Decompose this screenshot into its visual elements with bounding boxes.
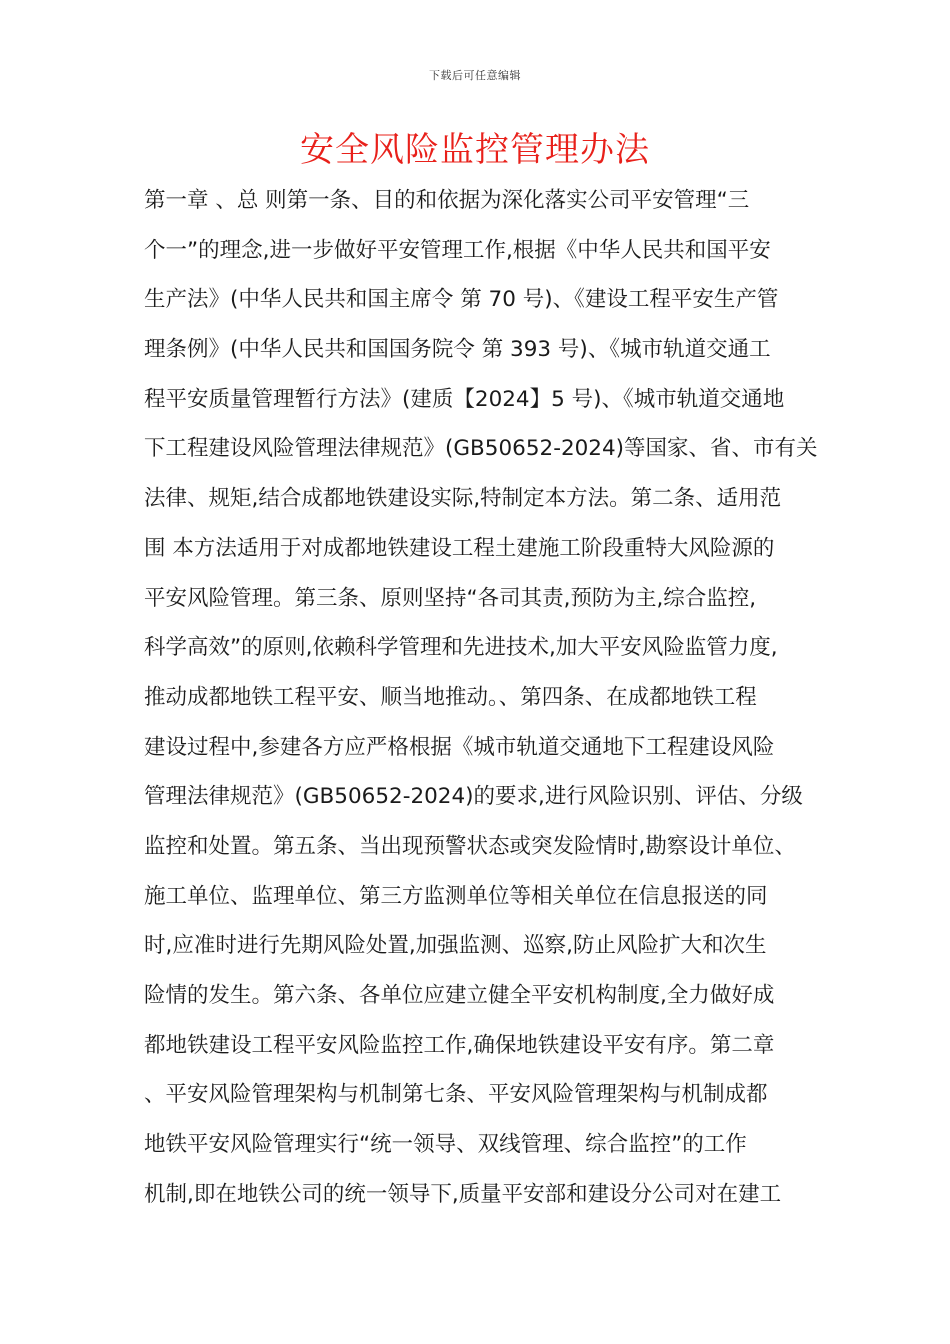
body-line: 管理法律规范》(GB50652-2024)的要求,进行风险识别、评估、分级 [144, 784, 803, 810]
document-title: 安全风险监控管理办法 [300, 130, 650, 170]
body-line: 监控和处置。第五条、当出现预警状态或突发险情时,勘察设计单位、 [144, 833, 796, 859]
body-line: 法律、规矩,结合成都地铁建设实际,特制定本方法。第二条、适用范 [144, 486, 782, 512]
body-line: 施工单位、监理单位、第三方监测单位等相关单位在信息报送的同 [144, 883, 768, 909]
document-body [144, 181, 818, 1224]
header-note: 下载后可任意编辑 [429, 69, 521, 82]
body-line: 推动成都地铁工程平安、顺当地推动。、第四条、在成都地铁工程 [144, 684, 757, 710]
body-line: 理条例》(中华人民共和国国务院令 第 393 号)、《城市轨道交通工 [144, 337, 771, 363]
body-line: 个一”的理念,进一步做好平安管理工作,根据《中华人民共和国平安 [144, 237, 771, 263]
body-line: 时,应准时进行先期风险处置,加强监测、巡察,防止风险扩大和次生 [144, 933, 767, 959]
body-line: 下工程建设风险管理法律规范》(GB50652-2024)等国家、省、市有关 [144, 436, 818, 462]
body-line: 生产法》(中华人民共和国主席令 第 70 号)、《建设工程平安生产管 [144, 287, 779, 313]
body-line: 围 本方法适用于对成都地铁建设工程土建施工阶段重特大风险源的 [144, 535, 775, 561]
body-line: 机制,即在地铁公司的统一领导下,质量平安部和建设分公司对在建工 [144, 1181, 782, 1207]
body-line: 第一章 、总 则第一条、目的和依据为深化落实公司平安管理“三 [144, 188, 750, 213]
body-line: 科学高效”的原则,依赖科学管理和先进技术,加大平安风险监管力度, [144, 635, 778, 661]
body-line: 、平安风险管理架构与机制第七条、平安风险管理架构与机制成都 [144, 1082, 768, 1108]
body-line: 险情的发生。第六条、各单位应建立健全平安机构制度,全力做好成 [144, 983, 775, 1008]
body-line: 平安风险管理。第三条、原则坚持“各司其责,预防为主,综合监控, [144, 585, 757, 611]
body-line: 都地铁建设工程平安风险监控工作,确保地铁建设平安有序。第二章 [144, 1032, 775, 1058]
body-line: 建设过程中,参建各方应严格根据《城市轨道交通地下工程建设风险 [144, 734, 775, 760]
body-line: 程平安质量管理暂行方法》(建质【2024】5 号)、《城市轨道交通地 [144, 386, 785, 412]
body-line: 地铁平安风险管理实行“统一领导、双线管理、综合监控”的工作 [144, 1132, 747, 1158]
